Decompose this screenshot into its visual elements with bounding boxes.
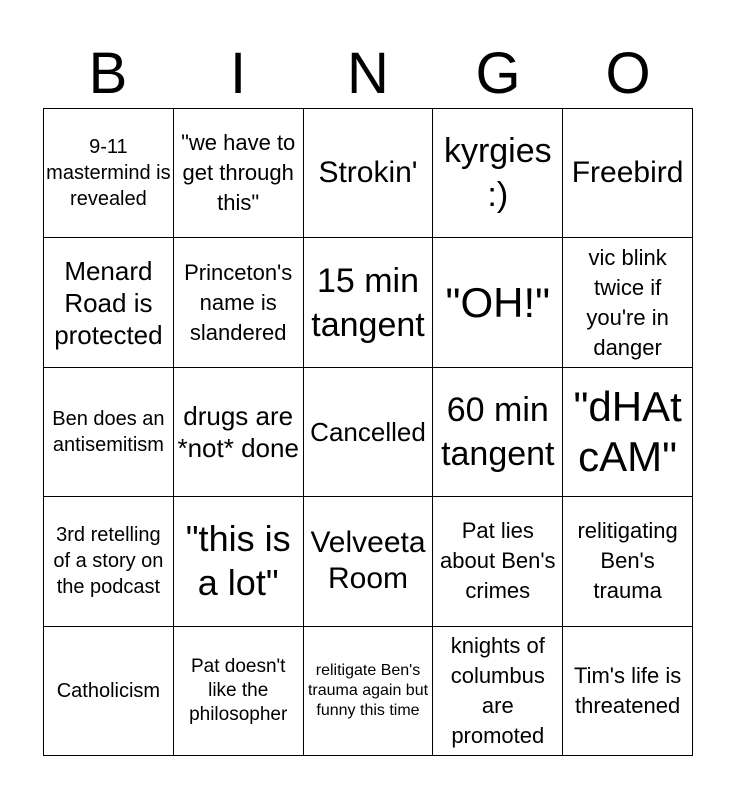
- cell-text: Menard Road is protected: [54, 255, 163, 350]
- cell-text: drugs are *not* done: [177, 400, 299, 463]
- bingo-cell-r4c5[interactable]: [563, 497, 693, 626]
- header-letter-g: G: [475, 41, 521, 106]
- cell-text: Pat lies about Ben's crimes: [440, 518, 556, 604]
- bingo-cell-r1c3[interactable]: [304, 109, 434, 238]
- bingo-cell-r1c4[interactable]: [433, 109, 563, 238]
- cell-text: 3rd retelling of a story on the podcast: [53, 524, 164, 599]
- cell-text: knights of columbus are promoted: [450, 632, 545, 748]
- bingo-cell-r1c1[interactable]: [44, 109, 174, 238]
- bingo-cell-r2c3[interactable]: [304, 238, 434, 367]
- bingo-cell-r4c1[interactable]: [44, 497, 174, 626]
- cell-text: Strokin': [318, 156, 418, 190]
- cell-text: "we have to get through this": [181, 130, 296, 216]
- bingo-cell-r5c4[interactable]: [433, 627, 563, 756]
- cell-text: 60 min tangent: [441, 390, 555, 473]
- cell-text: kyrgies :): [443, 132, 552, 215]
- header-letter-b: B: [88, 41, 128, 106]
- bingo-cell-r4c3[interactable]: [304, 497, 434, 626]
- header-letter-i: I: [229, 41, 247, 106]
- cell-text: 9-11 mastermind is revealed: [46, 136, 171, 211]
- bingo-cell-r5c2[interactable]: [174, 627, 304, 756]
- bingo-cell-r2c4[interactable]: [433, 238, 563, 367]
- bingo-cell-r2c1[interactable]: [44, 238, 174, 367]
- cell-text: 15 min tangent: [311, 261, 425, 344]
- cell-text: Catholicism: [56, 679, 161, 702]
- cell-text: "OH!": [445, 278, 551, 326]
- cell-text: relitigating Ben's trauma: [577, 518, 678, 604]
- bingo-cell-r5c1[interactable]: [44, 627, 174, 756]
- cell-text: Cancelled: [310, 416, 426, 447]
- bingo-header: [43, 40, 693, 108]
- bingo-cell-r5c5[interactable]: [563, 627, 693, 756]
- cell-text: Princeton's name is slandered: [184, 259, 293, 345]
- cell-text: Freebird: [571, 156, 684, 190]
- bingo-cell-r4c2[interactable]: [174, 497, 304, 626]
- header-letter-o: O: [605, 41, 651, 106]
- cell-text: Pat doesn't like the philosopher: [189, 655, 288, 725]
- header-letter-n: N: [347, 41, 389, 106]
- cell-text: relitigate Ben's trauma again but funny this time: [307, 661, 429, 719]
- bingo-cell-r3c2[interactable]: [174, 368, 304, 497]
- bingo-cell-r3c3[interactable]: [304, 368, 434, 497]
- cell-text: Velveeta Room: [310, 526, 426, 596]
- bingo-board: [43, 108, 693, 756]
- bingo-cell-r3c5[interactable]: [563, 368, 693, 497]
- cell-text: Tim's life is threatened: [573, 662, 682, 718]
- cell-text: "this is a lot": [185, 518, 291, 604]
- bingo-cell-r1c5[interactable]: [563, 109, 693, 238]
- cell-text: vic blink twice if you're in danger: [586, 244, 669, 360]
- bingo-cell-r2c5[interactable]: [563, 238, 693, 367]
- cell-text: "dHAt cAM": [573, 382, 682, 480]
- bingo-cell-r3c4[interactable]: [433, 368, 563, 497]
- bingo-cell-r3c1[interactable]: [44, 368, 174, 497]
- bingo-cell-r5c3[interactable]: [304, 627, 434, 756]
- cell-text: Ben does an antisemitism: [52, 407, 165, 456]
- bingo-cell-r4c4[interactable]: [433, 497, 563, 626]
- bingo-cell-r2c2[interactable]: [174, 238, 304, 367]
- bingo-cell-r1c2[interactable]: [174, 109, 304, 238]
